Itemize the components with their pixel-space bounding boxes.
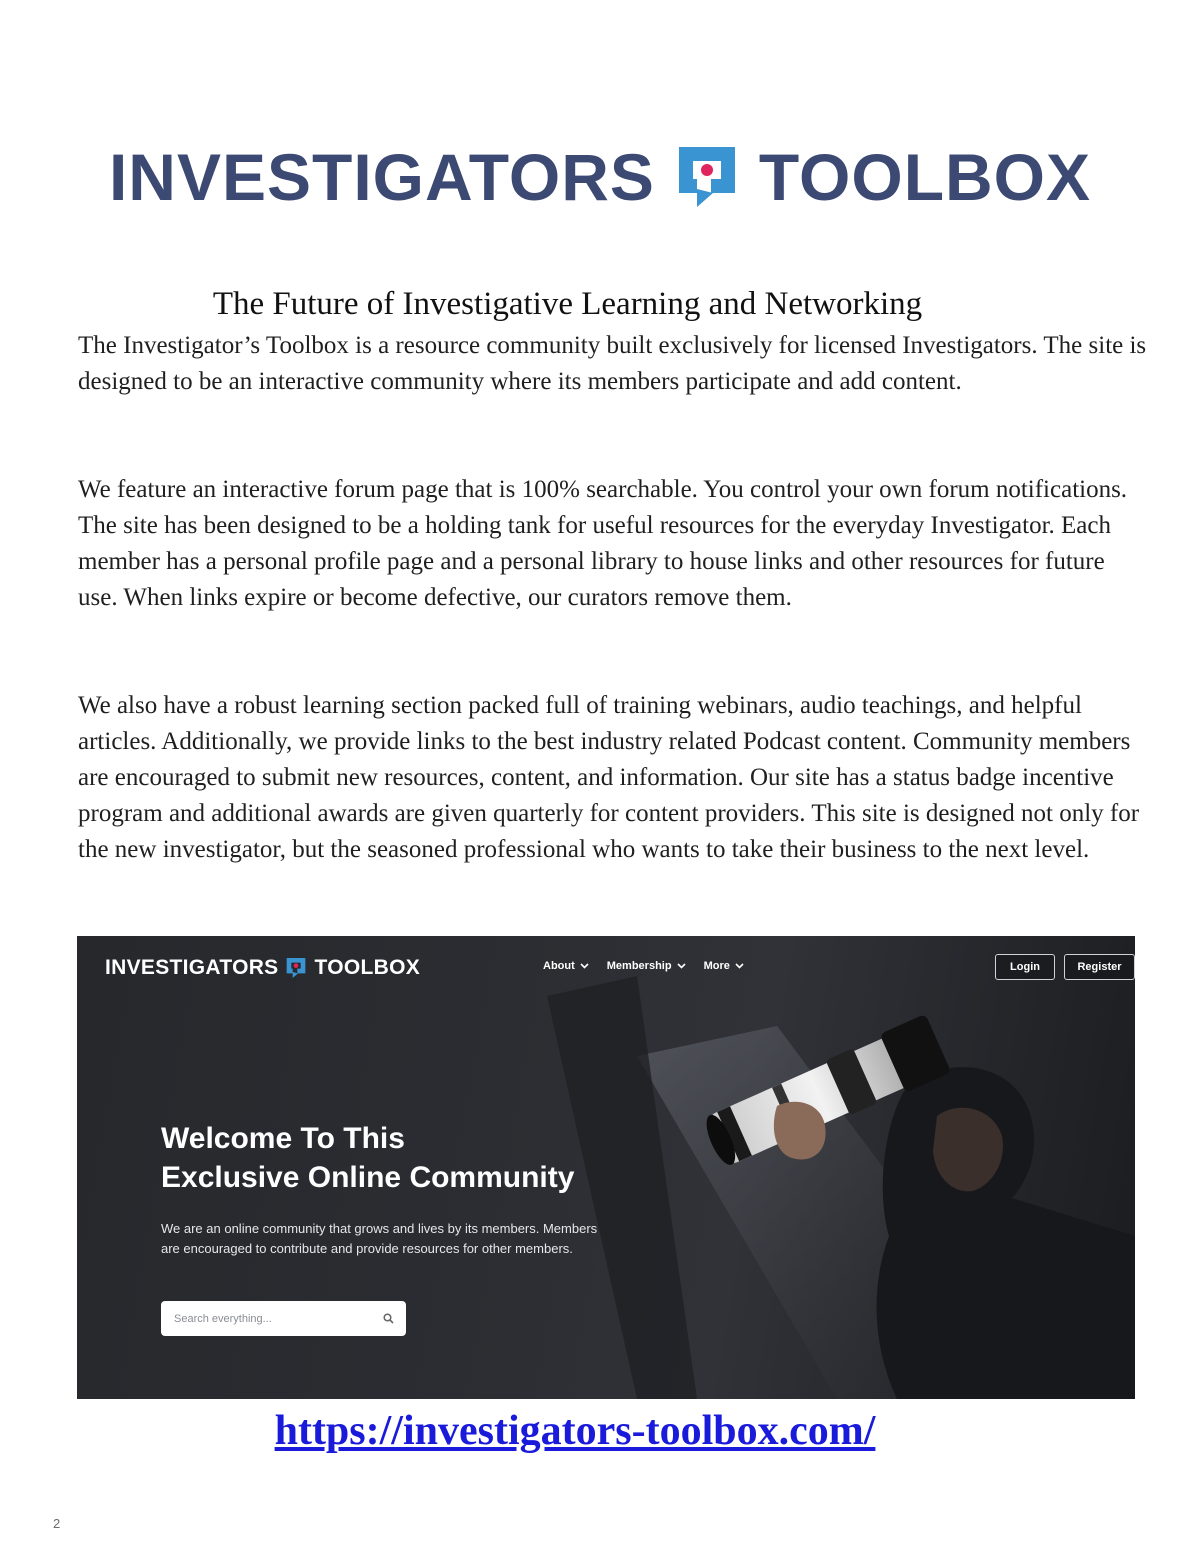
nav-item-more[interactable] xyxy=(704,960,744,972)
search-icon[interactable] xyxy=(383,1313,394,1324)
website-link[interactable]: https://investigators-toolbox.com/ xyxy=(274,1408,876,1454)
hero-description: We are an online community that grows and lives by its members. Members are encouraged to contribute and provide resources for other members. xyxy=(161,1221,598,1256)
register-button[interactable]: Register xyxy=(1064,954,1135,980)
investigators-toolbox-logo xyxy=(0,135,1200,219)
site-logo-word-investigators: INVESTIGATORS xyxy=(105,956,279,979)
hero-title-line2: Exclusive Online Community xyxy=(161,1161,575,1194)
search-box[interactable] xyxy=(161,1301,406,1336)
forum-paragraph: We feature an interactive forum page that is 100% searchable. You control your own forum notifications. The site has been designed to be a holding tank for useful resources for the everyday Investigator. Each member has a personal profile page and a personal library to house links and other resources for future use. When links expire or become defective, our curators remove them. xyxy=(78,476,1128,611)
toolbox-mark-icon xyxy=(671,141,743,213)
nav-item-label: About xyxy=(543,960,575,972)
nav-item-about[interactable] xyxy=(543,960,589,972)
hero-title-line1: Welcome To This xyxy=(161,1122,405,1155)
login-button[interactable]: Login xyxy=(995,954,1055,980)
site-nav xyxy=(543,960,744,972)
search-input[interactable] xyxy=(174,1313,364,1325)
nav-item-label: More xyxy=(703,960,730,972)
site-logo[interactable] xyxy=(105,956,420,980)
learning-paragraph: We also have a robust learning section packed full of training webinars, audio teachings, and helpful articles. Additionally, we provide links to the best industry related Podcast content. Community members are encouraged to submit new resources, content, and information. Our site has a status badge incentive program and additional awards are given quarterly for content providers. This site is designed not only for the new investigator, but the seasoned professional who wants to take their business to the next level. xyxy=(78,692,1140,863)
nav-item-label: Membership xyxy=(606,960,672,972)
chevron-down-icon xyxy=(677,963,686,969)
hero-title xyxy=(161,1119,641,1197)
page-heading: The Future of Investigative Learning and Networking xyxy=(212,286,923,322)
logo-word-toolbox: TOOLBOX xyxy=(758,140,1092,214)
intro-paragraph: The Investigator’s Toolbox is a resource community built exclusively for licensed Investigators. The site is designed to be an interactive community where its members participate and add content. xyxy=(78,332,1147,395)
website-screenshot xyxy=(77,936,1135,1399)
site-logo-word-toolbox: TOOLBOX xyxy=(314,956,421,979)
page-number: 2 xyxy=(53,1516,61,1531)
nav-item-membership[interactable] xyxy=(607,960,686,972)
chevron-down-icon xyxy=(580,963,589,969)
logo-word-investigators: INVESTIGATORS xyxy=(108,140,655,214)
toolbox-mark-icon xyxy=(284,956,308,980)
chevron-down-icon xyxy=(735,963,744,969)
